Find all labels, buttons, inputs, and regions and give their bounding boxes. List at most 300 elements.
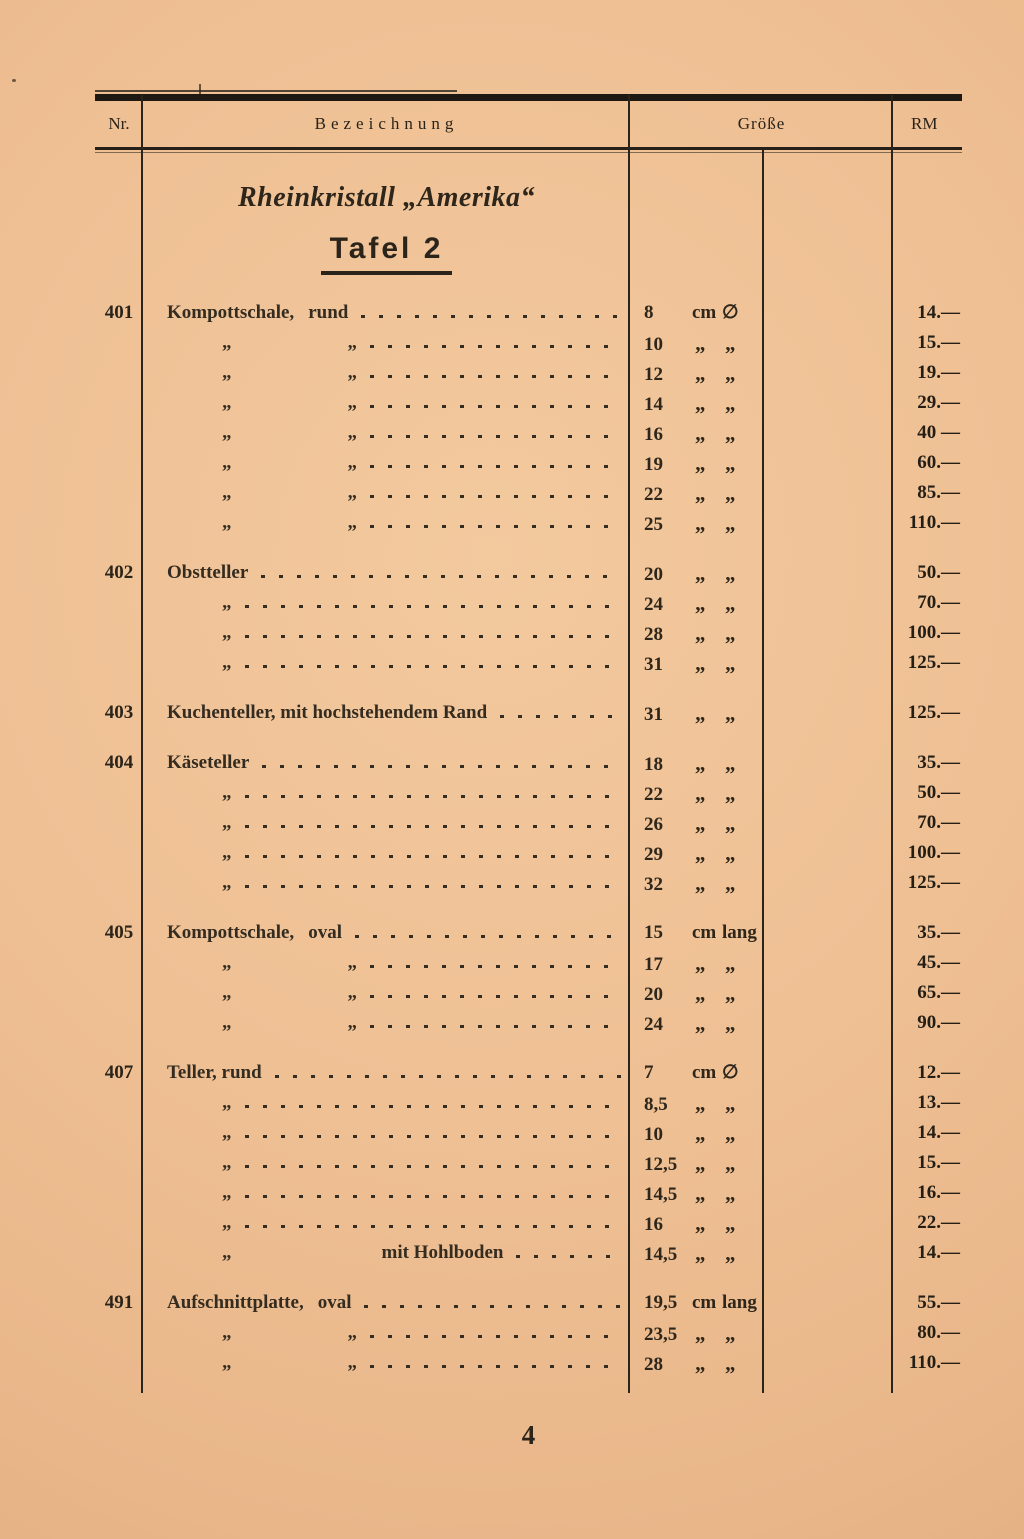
- ditto-mark: „: [725, 1121, 736, 1145]
- table-row: [95, 588, 962, 618]
- ditto-mark: „: [695, 751, 706, 775]
- size-cell: [630, 918, 893, 948]
- ditto-mark: „: [695, 361, 706, 385]
- table-row: [95, 298, 962, 328]
- item-description-cell: [143, 948, 630, 978]
- size-cell: [630, 478, 893, 508]
- price-value: 40 —: [917, 422, 960, 443]
- item-number-cell: [95, 1178, 143, 1208]
- ditto-mark: „: [725, 751, 736, 775]
- leader-dots: [245, 648, 622, 678]
- size-value: 14,5: [644, 1184, 678, 1205]
- item-number-cell: [95, 298, 143, 328]
- ditto-mark: „: [222, 952, 232, 973]
- leader-dots: [275, 1058, 621, 1088]
- ditto-mark: „: [725, 1351, 736, 1375]
- header-bottom-rule-echo: [95, 152, 962, 153]
- ditto-mark: „: [222, 872, 232, 893]
- item-number-cell: [95, 778, 143, 808]
- size-value: 19: [644, 454, 663, 475]
- price-value: 70.—: [917, 592, 960, 613]
- price-cell: [893, 1318, 962, 1348]
- size-value: 8,5: [644, 1094, 668, 1115]
- ditto-mark: „: [695, 1091, 706, 1115]
- price-value: 13.—: [917, 1092, 960, 1113]
- item-number-cell: [95, 808, 143, 838]
- price-cell: [893, 648, 962, 678]
- leader-dots: [245, 808, 622, 838]
- ditto-mark: „: [695, 621, 706, 645]
- price-value: 90.—: [917, 1012, 960, 1033]
- price-value: 85.—: [917, 482, 960, 503]
- item-number-cell: [95, 328, 143, 358]
- item-description-cell: [143, 1208, 630, 1238]
- leader-dots: [245, 1088, 622, 1118]
- item-description-cell: [143, 1318, 630, 1348]
- price-value: 125.—: [907, 702, 960, 723]
- ditto-mark: „: [222, 362, 232, 383]
- ditto-mark: „: [725, 1321, 736, 1345]
- ditto-mark: „: [695, 591, 706, 615]
- table-row: [95, 1118, 962, 1148]
- item-number-cell: [95, 508, 143, 538]
- ditto-mark: „: [695, 1241, 706, 1265]
- price-cell: [893, 948, 962, 978]
- ditto-mark: „: [695, 1351, 706, 1375]
- item-name-qualifier: oval: [317, 1292, 352, 1313]
- size-cell: [630, 508, 893, 538]
- item-number-cell: [95, 1288, 143, 1318]
- ditto-mark: „: [347, 362, 357, 383]
- leader-dots: [245, 868, 622, 898]
- ditto-mark: „: [222, 982, 232, 1003]
- size-value: 15: [644, 922, 663, 943]
- item-number-cell: [95, 838, 143, 868]
- ditto-mark: „: [725, 451, 736, 475]
- item-description-cell: [143, 1058, 630, 1088]
- size-value: 7: [644, 1062, 654, 1083]
- size-value: 18: [644, 754, 663, 775]
- item-number-cell: [95, 358, 143, 388]
- leader-dots: [370, 418, 621, 448]
- item-number-cell: [95, 1348, 143, 1378]
- size-cell: [630, 1208, 893, 1238]
- size-cell: [630, 418, 893, 448]
- leader-dots: [516, 1238, 621, 1268]
- size-cell: [630, 1058, 893, 1088]
- ditto-mark: „: [725, 1011, 736, 1035]
- ditto-mark: „: [695, 561, 706, 585]
- ditto-mark: „: [347, 392, 357, 413]
- size-cell: [630, 868, 893, 898]
- leader-dots: [245, 1178, 622, 1208]
- price-cell: [893, 418, 962, 448]
- ditto-mark: „: [725, 841, 736, 865]
- item-number-cell: [95, 698, 143, 728]
- price-cell: [893, 298, 962, 328]
- item-name: Käseteller: [167, 752, 250, 773]
- item-number-cell: [95, 1008, 143, 1038]
- size-value: 20: [644, 564, 663, 585]
- item-description-cell: [143, 1348, 630, 1378]
- table-row: [95, 978, 962, 1008]
- item-number-cell: [95, 478, 143, 508]
- item-number-cell: [95, 748, 143, 778]
- table-row: [95, 618, 962, 648]
- item-description-cell: [143, 1118, 630, 1148]
- header-bottom-rule: [95, 147, 962, 150]
- item-number: 401: [104, 302, 134, 323]
- item-description-cell: [143, 1288, 630, 1318]
- price-cell: [893, 868, 962, 898]
- ditto-mark: „: [222, 512, 232, 533]
- item-name: Obstteller: [167, 562, 249, 583]
- price-cell: [893, 1118, 962, 1148]
- leader-dots: [370, 328, 621, 358]
- item-name: Kompottschale,: [167, 302, 295, 323]
- price-cell: [893, 1208, 962, 1238]
- price-value: 19.—: [917, 362, 960, 383]
- size-value: 10: [644, 334, 663, 355]
- size-cell: [630, 1118, 893, 1148]
- ditto-mark: „: [695, 951, 706, 975]
- price-value: 100.—: [907, 842, 960, 863]
- size-value: 22: [644, 484, 663, 505]
- ditto-mark: „: [725, 561, 736, 585]
- item-description-cell: [143, 478, 630, 508]
- leader-dots: [245, 1208, 622, 1238]
- size-cell: [630, 1088, 893, 1118]
- ditto-mark: „: [695, 1121, 706, 1145]
- table-row: [95, 558, 962, 588]
- item-description-cell: [143, 808, 630, 838]
- price-cell: [893, 1088, 962, 1118]
- price-cell: [893, 1178, 962, 1208]
- item-number-cell: [95, 418, 143, 448]
- table-row: [95, 1208, 962, 1238]
- ditto-mark: „: [695, 481, 706, 505]
- size-cell: [630, 1348, 893, 1378]
- ditto-mark: „: [222, 1322, 232, 1343]
- size-cell: [630, 1008, 893, 1038]
- item-description-cell: [143, 558, 630, 588]
- item-number-cell: [95, 618, 143, 648]
- leader-dots: [245, 588, 622, 618]
- size-cell: [630, 328, 893, 358]
- leader-dots: [370, 1318, 621, 1348]
- size-cell: [630, 978, 893, 1008]
- ditto-mark: „: [725, 811, 736, 835]
- item-number-cell: [95, 868, 143, 898]
- ditto-mark: „: [695, 781, 706, 805]
- ditto-mark: „: [222, 1012, 232, 1033]
- leader-dots: [370, 978, 621, 1008]
- ditto-mark: „: [725, 1151, 736, 1175]
- table-row: [95, 778, 962, 808]
- leader-dots: [370, 478, 621, 508]
- ditto-mark: „: [347, 1012, 357, 1033]
- size-cell: [630, 388, 893, 418]
- ditto-mark: „: [725, 591, 736, 615]
- size-cell: [630, 1288, 893, 1318]
- ditto-mark: „: [725, 331, 736, 355]
- catalog-section: [95, 558, 962, 678]
- price-cell: [893, 808, 962, 838]
- item-name: Kompottschale,: [167, 922, 295, 943]
- size-value: 28: [644, 1354, 663, 1375]
- size-unit: cm: [692, 1292, 717, 1313]
- header-bezeichnung: Bezeichnung: [314, 114, 459, 133]
- size-cell: [630, 1148, 893, 1178]
- table-row: [95, 388, 962, 418]
- item-name: Aufschnittplatte,: [167, 1292, 304, 1313]
- item-description-cell: [143, 698, 630, 728]
- size-value: 10: [644, 1124, 663, 1145]
- size-value: 31: [644, 704, 663, 725]
- price-value: 100.—: [907, 622, 960, 643]
- table-header-row: [95, 101, 962, 147]
- price-value: 80.—: [917, 1322, 960, 1343]
- series-title: Rheinkristall „Amerika“: [238, 182, 535, 213]
- ditto-mark: „: [695, 1151, 706, 1175]
- item-description-cell: [143, 298, 630, 328]
- ditto-mark: „: [222, 452, 232, 473]
- size-value: 29: [644, 844, 663, 865]
- item-name-qualifier: oval: [308, 922, 342, 943]
- ditto-mark: „: [725, 1181, 736, 1205]
- table-body: [95, 298, 962, 1378]
- ditto-mark: „: [695, 651, 706, 675]
- table-row: [95, 508, 962, 538]
- ditto-mark: „: [725, 391, 736, 415]
- item-number: 491: [104, 1292, 134, 1313]
- ditto-mark: „: [347, 982, 357, 1003]
- item-number: 403: [104, 702, 134, 723]
- size-value: 12: [644, 364, 663, 385]
- item-number: 407: [104, 1062, 134, 1083]
- size-value: 25: [644, 514, 663, 535]
- table-row: [95, 448, 962, 478]
- ditto-mark: „: [347, 952, 357, 973]
- table-row: [95, 948, 962, 978]
- item-number: 405: [104, 922, 134, 943]
- ditto-mark: „: [222, 392, 232, 413]
- size-unit-symbol: lang: [722, 922, 757, 943]
- size-cell: [630, 298, 893, 328]
- size-cell: [630, 648, 893, 678]
- ditto-mark: „: [222, 782, 232, 803]
- ditto-mark: „: [347, 422, 357, 443]
- size-value: 22: [644, 784, 663, 805]
- ditto-mark: „: [347, 512, 357, 533]
- price-cell: [893, 478, 962, 508]
- ditto-mark: „: [695, 331, 706, 355]
- item-name-qualifier: rund: [308, 302, 349, 323]
- size-cell: [630, 358, 893, 388]
- catalog-section: [95, 698, 962, 728]
- item-description-cell: [143, 448, 630, 478]
- ditto-mark: „: [725, 481, 736, 505]
- item-number-cell: [95, 1088, 143, 1118]
- price-value: 12.—: [917, 1062, 960, 1083]
- header-rm: RM: [911, 114, 938, 133]
- item-number-cell: [95, 448, 143, 478]
- size-unit: cm: [692, 1062, 717, 1083]
- price-cell: [893, 388, 962, 418]
- price-value: 65.—: [917, 982, 960, 1003]
- table-row: [95, 1008, 962, 1038]
- size-value: 16: [644, 424, 663, 445]
- ditto-mark: „: [725, 1241, 736, 1265]
- price-cell: [893, 748, 962, 778]
- leader-dots: [262, 748, 621, 778]
- price-cell: [893, 978, 962, 1008]
- price-value: 14.—: [917, 1122, 960, 1143]
- size-cell: [630, 558, 893, 588]
- ditto-mark: „: [725, 651, 736, 675]
- item-description-cell: [143, 618, 630, 648]
- ditto-mark: „: [222, 842, 232, 863]
- catalog-section: [95, 1288, 962, 1378]
- ditto-mark: „: [695, 981, 706, 1005]
- price-value: 22.—: [917, 1212, 960, 1233]
- leader-dots: [370, 388, 621, 418]
- table-title-wrap: [143, 232, 630, 275]
- price-value: 60.—: [917, 452, 960, 473]
- ditto-mark: „: [725, 1091, 736, 1115]
- size-cell: [630, 588, 893, 618]
- catalog-section: [95, 1058, 962, 1268]
- item-number: 402: [104, 562, 134, 583]
- table-top-border-echo: [95, 90, 457, 92]
- leader-dots: [500, 698, 621, 728]
- table-row: [95, 418, 962, 448]
- price-value: 16.—: [917, 1182, 960, 1203]
- ditto-mark: „: [222, 592, 232, 613]
- size-value: 24: [644, 594, 663, 615]
- price-cell: [893, 918, 962, 948]
- table-row: [95, 1318, 962, 1348]
- item-number-cell: [95, 388, 143, 418]
- table-row: [95, 1348, 962, 1378]
- price-cell: [893, 698, 962, 728]
- ditto-mark: „: [222, 652, 232, 673]
- leader-dots: [245, 618, 622, 648]
- size-cell: [630, 1318, 893, 1348]
- table-title: Tafel 2: [321, 232, 453, 275]
- size-unit-symbol: ∅: [722, 302, 739, 323]
- ditto-mark: „: [222, 622, 232, 643]
- ditto-mark: „: [725, 781, 736, 805]
- price-cell: [893, 618, 962, 648]
- price-cell: [893, 1008, 962, 1038]
- ditto-mark: „: [347, 1322, 357, 1343]
- ditto-mark: „: [725, 421, 736, 445]
- ditto-mark: „: [222, 1122, 232, 1143]
- size-cell: [630, 838, 893, 868]
- leader-dots: [355, 918, 621, 948]
- ditto-mark: „: [695, 1181, 706, 1205]
- price-cell: [893, 778, 962, 808]
- table-row: [95, 1148, 962, 1178]
- price-value: 15.—: [917, 332, 960, 353]
- ditto-mark: „: [222, 422, 232, 443]
- size-cell: [630, 808, 893, 838]
- price-value: 35.—: [917, 922, 960, 943]
- item-name: Teller, rund: [167, 1062, 262, 1083]
- ditto-mark: „: [222, 1152, 232, 1173]
- price-cell: [893, 558, 962, 588]
- table-row: [95, 1238, 962, 1268]
- ditto-mark: „: [222, 1092, 232, 1113]
- item-description-cell: [143, 918, 630, 948]
- price-cell: [893, 1058, 962, 1088]
- price-value: 14.—: [917, 302, 960, 323]
- item-description-cell: [143, 328, 630, 358]
- price-value: 29.—: [917, 392, 960, 413]
- item-number-cell: [95, 978, 143, 1008]
- price-cell: [893, 328, 962, 358]
- size-value: 16: [644, 1214, 663, 1235]
- ditto-mark: „: [222, 482, 232, 503]
- ditto-mark: „: [695, 1211, 706, 1235]
- ditto-mark: „: [725, 621, 736, 645]
- leader-dots: [245, 1148, 622, 1178]
- price-cell: [893, 1348, 962, 1378]
- size-cell: [630, 448, 893, 478]
- table-row: [95, 358, 962, 388]
- table-row: [95, 868, 962, 898]
- item-description-cell: [143, 978, 630, 1008]
- size-value: 26: [644, 814, 663, 835]
- catalog-section: [95, 748, 962, 898]
- header-groesse: Größe: [737, 114, 786, 133]
- leader-dots: [370, 1348, 621, 1378]
- price-cell: [893, 1288, 962, 1318]
- item-description-cell: [143, 838, 630, 868]
- ditto-mark: „: [222, 812, 232, 833]
- size-unit: cm: [692, 302, 717, 323]
- ditto-mark: „: [695, 841, 706, 865]
- leader-dots: [261, 558, 621, 588]
- item-description-cell: [143, 418, 630, 448]
- ditto-mark: „: [695, 701, 706, 725]
- item-number-cell: [95, 948, 143, 978]
- table-row: [95, 918, 962, 948]
- ditto-mark: „: [695, 1011, 706, 1035]
- header-nr: Nr.: [108, 114, 130, 133]
- ditto-mark: „: [222, 1212, 232, 1233]
- size-unit: cm: [692, 922, 717, 943]
- price-value: 70.—: [917, 812, 960, 833]
- leader-dots: [245, 778, 622, 808]
- table-row: [95, 1058, 962, 1088]
- size-value: 20: [644, 984, 663, 1005]
- leader-dots: [370, 508, 621, 538]
- item-description-cell: [143, 648, 630, 678]
- price-value: 14.—: [917, 1242, 960, 1263]
- leader-dots: [370, 358, 621, 388]
- item-description-cell: [143, 388, 630, 418]
- item-description-cell: [143, 588, 630, 618]
- ditto-mark: „: [347, 452, 357, 473]
- leader-dots: [364, 1288, 621, 1318]
- item-description-cell: [143, 778, 630, 808]
- leader-dots: [370, 948, 621, 978]
- ditto-mark: „: [725, 981, 736, 1005]
- price-value: 50.—: [917, 562, 960, 583]
- price-cell: [893, 508, 962, 538]
